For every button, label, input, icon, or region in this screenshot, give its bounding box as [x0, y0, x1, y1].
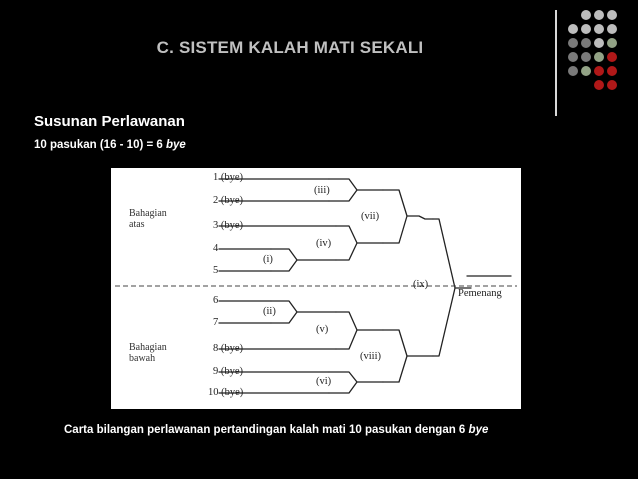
decorative-dot	[594, 80, 604, 90]
decorative-dot	[607, 24, 617, 34]
decorative-dot	[581, 10, 591, 20]
team-label: 1 (bye)	[213, 172, 244, 183]
team-label: 9 (bye)	[213, 366, 244, 377]
team-label: 8 (bye)	[213, 343, 244, 354]
decorative-dot	[594, 52, 604, 62]
decorative-dot	[581, 52, 591, 62]
decorative-dot	[607, 80, 617, 90]
decorative-dot	[594, 10, 604, 20]
section-subtitle: Susunan Perlawanan	[34, 113, 185, 130]
match-label: (viii)	[360, 351, 381, 362]
caption-text: Carta bilangan perlawanan pertandingan kalah mati 10 pasukan dengan 6	[64, 424, 466, 436]
decorative-dot	[568, 52, 578, 62]
match-label: (iv)	[316, 238, 332, 249]
decorative-dot	[594, 66, 604, 76]
decorative-dot	[607, 38, 617, 48]
diagram-caption	[64, 424, 488, 436]
decorative-dot	[607, 66, 617, 76]
accent-divider-line	[555, 10, 557, 116]
decorative-dot	[568, 38, 578, 48]
bracket-svg	[111, 168, 521, 409]
match-label: (iii)	[314, 185, 330, 196]
team-label: 4	[213, 243, 219, 254]
team-label: 3 (bye)	[213, 220, 244, 231]
decorative-dot	[594, 38, 604, 48]
decorative-dot-grid	[568, 10, 638, 110]
decorative-dot	[581, 38, 591, 48]
section-bottom-label-2: bawah	[129, 353, 156, 364]
bracket-diagram	[111, 168, 521, 409]
decorative-dot	[581, 66, 591, 76]
caption-bye-word: bye	[468, 424, 489, 436]
team-label: 5	[213, 265, 219, 276]
match-label: (ii)	[263, 306, 276, 317]
decorative-dot	[607, 52, 617, 62]
decorative-dot	[581, 24, 591, 34]
formula-text: 10 pasukan (16 - 10) = 6	[34, 139, 163, 151]
decorative-dot	[607, 10, 617, 20]
match-label: (i)	[263, 254, 273, 265]
team-label: 7	[213, 317, 219, 328]
slide-title: C. SISTEM KALAH MATI SEKALI	[156, 38, 424, 57]
team-label: 10 (bye)	[208, 387, 244, 398]
decorative-dot	[594, 24, 604, 34]
team-count-formula	[34, 139, 186, 151]
match-label: (vii)	[361, 211, 380, 222]
winner-label: Pemenang	[458, 288, 502, 299]
formula-bye-word: bye	[166, 139, 186, 151]
match-label: (v)	[316, 324, 329, 335]
team-label: 6	[213, 295, 219, 306]
section-bottom-label-1: Bahagian	[129, 342, 167, 353]
decorative-dot	[568, 24, 578, 34]
team-label: 2 (bye)	[213, 195, 244, 206]
section-top-label-2: atas	[129, 219, 145, 230]
match-label: (vi)	[316, 376, 332, 387]
decorative-dot	[568, 66, 578, 76]
section-top-label-1: Bahagian	[129, 208, 167, 219]
match-label: (ix)	[413, 279, 429, 290]
